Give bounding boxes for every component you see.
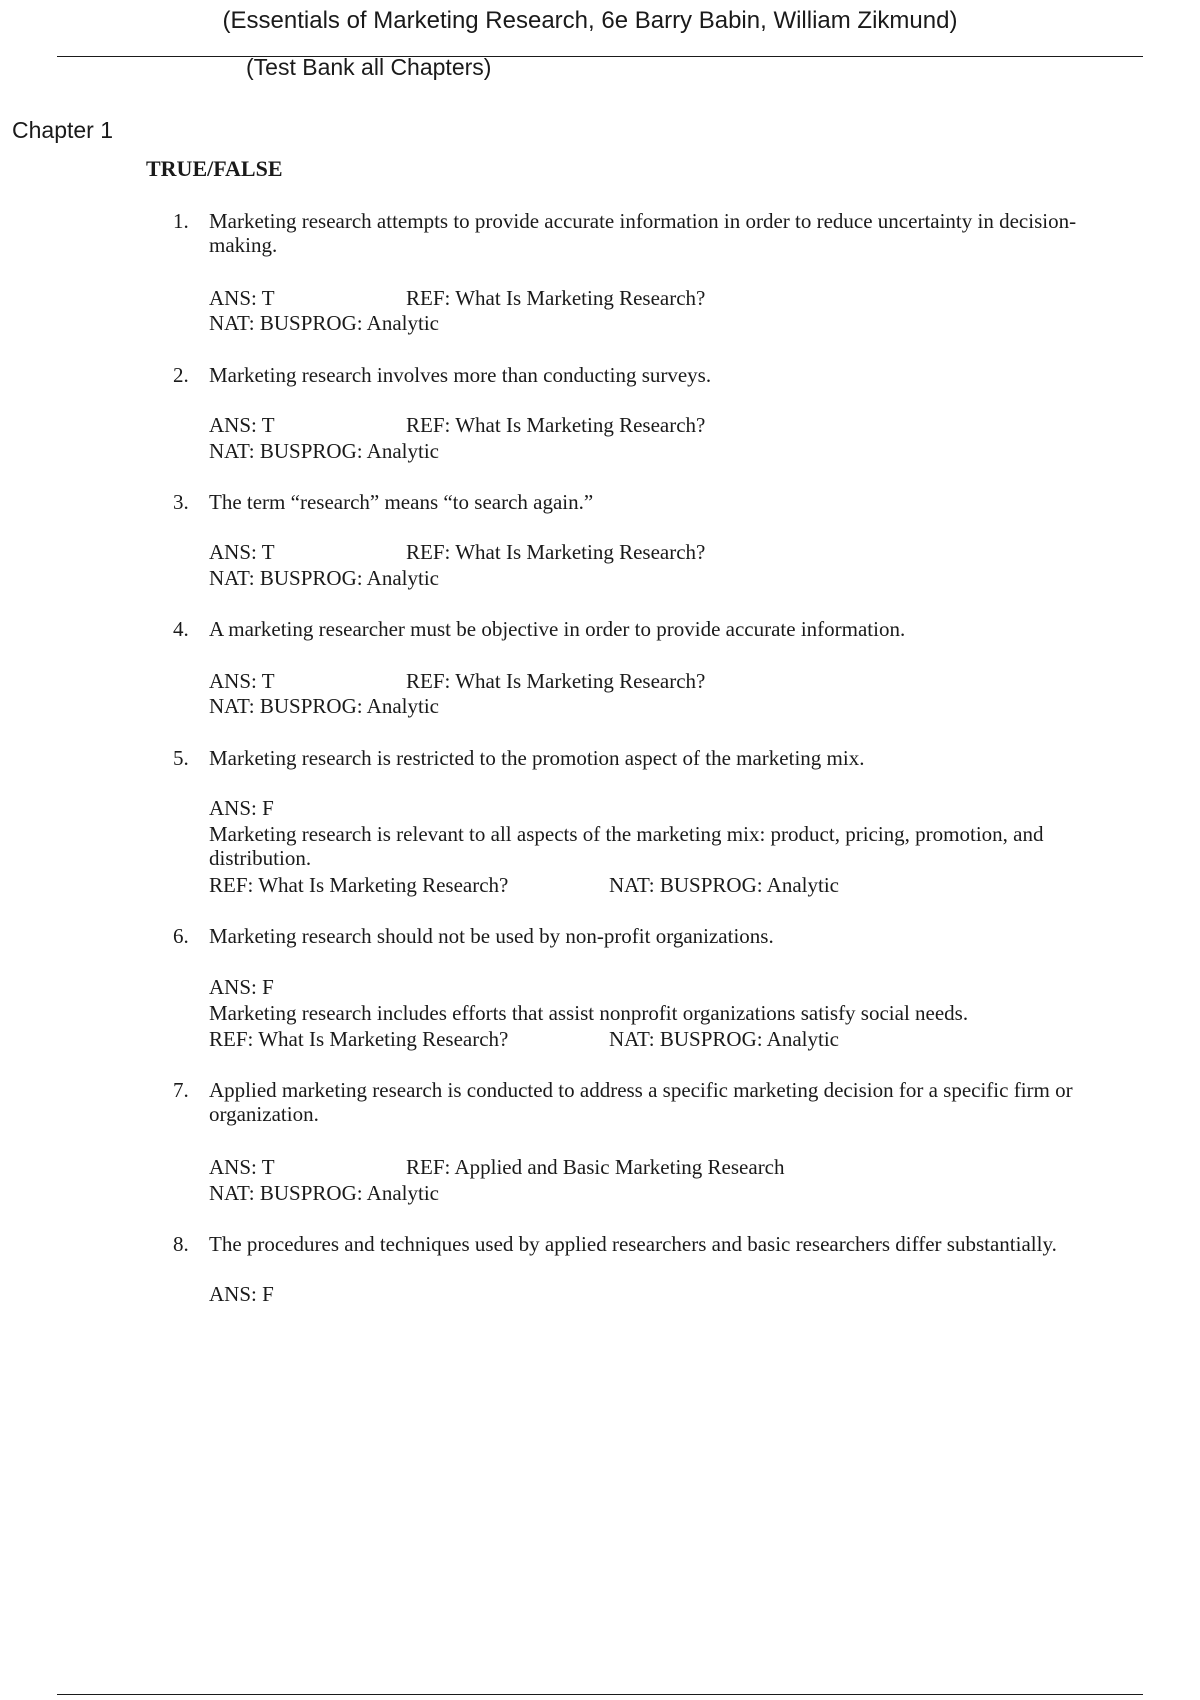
question-number: 2. — [173, 363, 189, 387]
nat: NAT: BUSPROG: Analytic — [609, 873, 839, 897]
reference: REF: Applied and Basic Marketing Research — [406, 1155, 785, 1179]
question-text: Marketing research involves more than conducting surveys. — [209, 363, 712, 387]
answer-line — [209, 796, 274, 820]
nat-line: NAT: BUSPROG: Analytic — [209, 694, 439, 718]
answer-line — [209, 669, 706, 693]
answer-explanation: Marketing research is relevant to all aspects of the marketing mix: product, pricing, promotion, and distribution. — [209, 822, 1044, 870]
chapter-heading: Chapter 1 — [12, 117, 114, 143]
question-number: 5. — [173, 746, 189, 770]
question-3 — [173, 490, 1130, 514]
answer-explanation: Marketing research includes efforts that assist nonprofit organizations satisfy social needs. — [209, 1001, 969, 1025]
nat: NAT: BUSPROG: Analytic — [609, 1027, 839, 1051]
question-text: Marketing research should not be used by non-profit organizations. — [209, 924, 774, 948]
nat-line: NAT: BUSPROG: Analytic — [209, 1181, 439, 1205]
nat-line: NAT: BUSPROG: Analytic — [209, 566, 439, 590]
question-number: 8. — [173, 1232, 189, 1256]
reference: REF: What Is Marketing Research? — [209, 1027, 509, 1051]
book-title — [0, 7, 1200, 35]
nat-line: NAT: BUSPROG: Analytic — [209, 311, 439, 335]
reference-line — [209, 873, 839, 897]
question-number: 4. — [173, 617, 189, 641]
reference: REF: What Is Marketing Research? — [406, 286, 706, 310]
reference: REF: What Is Marketing Research? — [209, 873, 509, 897]
reference-line — [209, 1027, 839, 1051]
question-text: A marketing researcher must be objective in order to provide accurate information. — [209, 617, 906, 641]
answer: ANS: T — [209, 669, 275, 693]
subtitle: (Test Bank all Chapters) — [246, 54, 492, 80]
answer: ANS: F — [209, 796, 274, 820]
header-rule — [57, 56, 1143, 57]
question-text: Marketing research is restricted to the promotion aspect of the marketing mix. — [209, 746, 865, 770]
reference: REF: What Is Marketing Research? — [406, 413, 706, 437]
answer: ANS: T — [209, 1155, 275, 1179]
question-number: 6. — [173, 924, 189, 948]
answer-line — [209, 1282, 274, 1306]
question-8 — [173, 1232, 1130, 1256]
question-6 — [173, 924, 1130, 948]
reference: REF: What Is Marketing Research? — [406, 540, 706, 564]
answer: ANS: T — [209, 540, 275, 564]
question-number: 3. — [173, 490, 189, 514]
answer: ANS: F — [209, 975, 274, 999]
question-2 — [173, 363, 1130, 387]
reference: REF: What Is Marketing Research? — [406, 669, 706, 693]
question-text: Marketing research attempts to provide accurate information in order to reduce uncertainty in decision-making. — [209, 209, 1077, 257]
answer-line — [209, 975, 274, 999]
question-7 — [173, 1078, 1130, 1126]
answer: ANS: T — [209, 286, 275, 310]
question-4 — [173, 617, 1130, 641]
answer-line — [209, 413, 706, 437]
book-title-text: (Essentials of Marketing Research, 6e Barry Babin, William Zikmund) — [222, 7, 958, 34]
nat-line: NAT: BUSPROG: Analytic — [209, 439, 439, 463]
answer-line — [209, 286, 706, 310]
answer-line — [209, 540, 706, 564]
answer: ANS: F — [209, 1282, 274, 1306]
question-number: 1. — [173, 209, 189, 233]
question-1 — [173, 209, 1130, 257]
footer-rule — [57, 1694, 1143, 1695]
question-text: The term “research” means “to search again.” — [209, 490, 594, 514]
question-text: Applied marketing research is conducted to address a specific marketing decision for a specific firm or organization. — [209, 1078, 1073, 1126]
question-number: 7. — [173, 1078, 189, 1102]
section-heading: TRUE/FALSE — [146, 156, 283, 181]
answer: ANS: T — [209, 413, 275, 437]
question-5 — [173, 746, 1130, 770]
answer-line — [209, 1155, 785, 1179]
question-text: The procedures and techniques used by applied researchers and basic researchers differ substantially. — [209, 1232, 1057, 1256]
